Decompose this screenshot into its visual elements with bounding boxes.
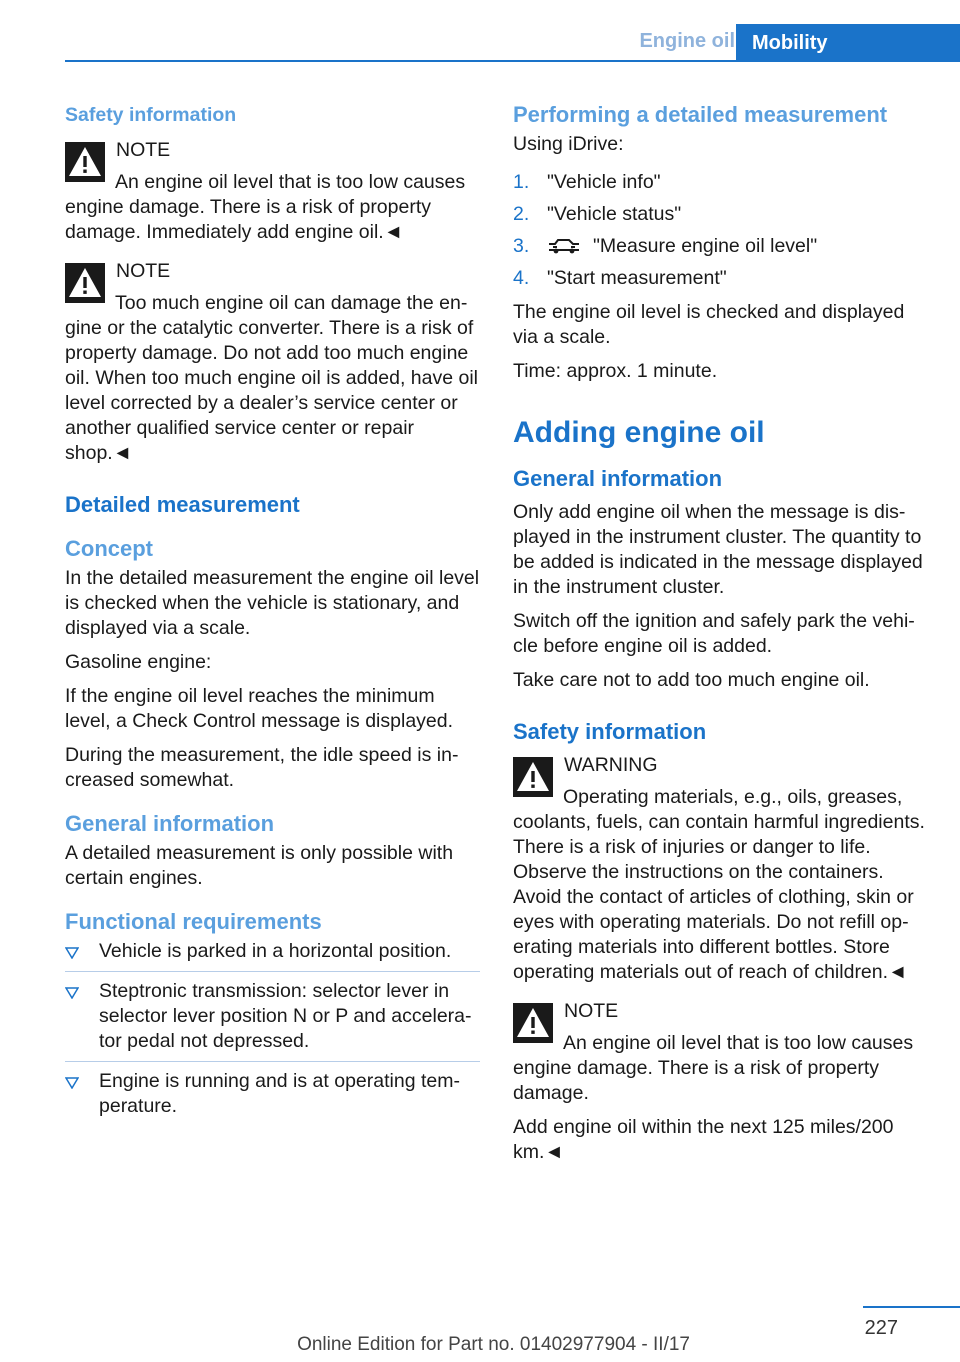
list-item-text: Engine is running and is at operating temperature.	[99, 1070, 460, 1117]
subsection-heading: Concept	[65, 536, 153, 561]
chapter-heading: Adding engine oil	[513, 416, 765, 449]
paragraph: The engine oil level is checked and displayed via a scale.	[513, 301, 905, 348]
section-heading: Safety information	[513, 719, 707, 744]
step-text: "Vehicle info"	[547, 171, 661, 193]
step-text: "Vehicle status"	[547, 203, 682, 225]
section-heading: Detailed measurement	[65, 492, 300, 517]
list-item	[65, 1069, 480, 1126]
warning-triangle-icon	[513, 1003, 553, 1043]
warning-triangle-icon	[65, 142, 105, 182]
step-text: "Start measurement"	[547, 267, 727, 289]
paragraph: If the engine oil level reaches the minimum level, a Check Control message is displayed.	[65, 685, 454, 732]
paragraph: During the measurement, the idle speed is increased somewhat.	[65, 744, 459, 791]
note-title: NOTE	[564, 1000, 619, 1022]
edition-footer: Online Edition for Part no. 01402977904 - II/17	[297, 1334, 690, 1355]
footer-rule	[863, 1306, 960, 1308]
section-heading: General information	[513, 466, 723, 491]
step-number: 2.	[513, 203, 530, 225]
header-rule	[65, 60, 960, 62]
step-text: "Measure engine oil level"	[593, 235, 818, 257]
note-text: Too much engine oil can damage the engine or the catalytic converter. There is a risk of property damage. Do not add too much engine oil. When too much engine oil is added, have oil level corrected by a dealer’s service center or another qualified service center or repair shop.◄	[65, 292, 479, 464]
note-box	[65, 259, 480, 466]
section-tab: Engine oil	[639, 30, 735, 52]
paragraph: Switch off the ignition and safely park the vehicle before engine oil is added.	[513, 610, 915, 657]
note-text: Add engine oil within the next 125 miles/200 km.◄	[513, 1116, 894, 1163]
list-item	[65, 939, 480, 972]
note-text: An engine oil level that is too low causes engine damage. There is a risk of property damage.	[513, 1032, 914, 1104]
subsection-heading: General information	[65, 811, 275, 836]
right-column	[513, 100, 928, 1174]
paragraph: Using iDrive:	[513, 133, 624, 155]
list-item	[513, 266, 928, 291]
note-box	[513, 999, 928, 1165]
subsection-heading: Functional requirements	[65, 909, 322, 934]
list-item-text: Vehicle is parked in a horizontal position.	[99, 940, 452, 962]
left-column	[65, 100, 480, 1133]
list-item	[513, 170, 928, 195]
warning-box	[513, 753, 928, 985]
requirements-list	[65, 939, 480, 1126]
triangle-bullet-icon	[65, 987, 79, 999]
paragraph: In the detailed measurement the engine oil level is checked when the vehicle is stationary, and displayed via a scale.	[65, 567, 480, 639]
paragraph: Only add engine oil when the message is displayed in the instrument cluster. The quantity to be added is indicated in the message displayed in the instrument cluster.	[513, 501, 923, 598]
warning-title: WARNING	[564, 754, 658, 776]
paragraph: A detailed measurement is only possible with certain engines.	[65, 842, 454, 889]
list-item-text: Steptronic transmission: selector lever in selector lever position N or P and accelerator pedal not depressed.	[99, 980, 472, 1052]
steps-list	[513, 170, 928, 291]
note-title: NOTE	[116, 139, 171, 161]
page-header	[65, 24, 960, 62]
warning-text: Operating materials, e.g., oils, greases, coolants, fuels, can contain harmful ingredients. There is a risk of injuries or danger to life. Observe the instructions on the containers. Avoid the contact of articles of clothing, skin or eyes with operating materials. Do not refill operating materials into different bottles. Store operating materials out of reach of children.◄	[513, 786, 925, 983]
list-item	[513, 202, 928, 227]
step-number: 3.	[513, 235, 530, 257]
car-status-icon	[547, 236, 581, 254]
step-number: 1.	[513, 171, 530, 193]
triangle-bullet-icon	[65, 947, 79, 959]
paragraph: Gasoline engine:	[65, 651, 212, 673]
chapter-tab: Mobility	[736, 24, 960, 62]
note-box	[65, 138, 480, 245]
note-text: An engine oil level that is too low causes engine damage. There is a risk of property damage. Immediately add engine oil.◄	[65, 171, 466, 243]
triangle-bullet-icon	[65, 1077, 79, 1089]
list-item	[513, 234, 928, 259]
list-item	[65, 979, 480, 1062]
safety-heading: Safety information	[65, 104, 237, 126]
warning-triangle-icon	[513, 757, 553, 797]
subsection-heading: Performing a detailed measurement	[513, 102, 888, 127]
page-number: 227	[864, 1317, 898, 1339]
warning-triangle-icon	[65, 263, 105, 303]
paragraph: Time: approx. 1 minute.	[513, 360, 718, 382]
step-number: 4.	[513, 267, 530, 289]
note-title: NOTE	[116, 260, 171, 282]
paragraph: Take care not to add too much engine oil.	[513, 669, 870, 691]
